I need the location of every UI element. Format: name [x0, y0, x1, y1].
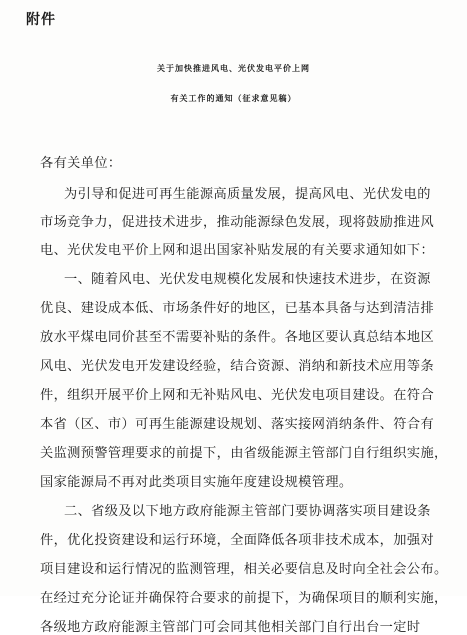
body-line: 市场竞争力，促进技术进步，推动能源绿色发展，现将鼓励推进风 [40, 215, 435, 230]
body-line: 二、省级及以下地方政府能源主管部门要协调落实项目建设条 [64, 504, 431, 519]
document-title-line-2: 有关工作的通知（征求意见稿） [170, 93, 297, 103]
body-line: 风电、光伏发电开发建设经验，结合资源、消纳和新技术应用等条 [40, 359, 435, 374]
body-line: 各级地方政府能源主管部门可会同其他相关部门自行出台一定时 [40, 620, 421, 635]
body-line: 项目建设和运行情况的监测管理，相关必要信息及时向全社会公布。 [40, 562, 448, 577]
body-line: 关监测预警管理要求的前提下，由省级能源主管部门自行组织实施， [40, 446, 448, 461]
body-line: 在经过充分论证并确保符合要求的前提下，为确保项目的顺利实施， [40, 591, 448, 606]
body-line: 放水平煤电同价甚至不需要补贴的条件。各地区要认真总结本地区 [40, 330, 435, 345]
body-line: 件，优化投资建设和运行环境，全面降低各项非技术成本，加强对 [40, 533, 435, 548]
attachment-label: 附件 [26, 12, 56, 28]
document-title-line-1: 关于加快推进风电、光伏发电平价上网 [157, 63, 310, 73]
body-line: 电、光伏发电平价上网和退出国家补贴发展的有关要求通知如下： [40, 243, 435, 258]
body-line: 一、随着风电、光伏发电规模化发展和快速技术进步，在资源 [64, 272, 431, 287]
body-line: 优良、建设成本低、市场条件好的地区，已基本具备与达到清洁排 [40, 301, 435, 316]
salutation: 各有关单位： [40, 156, 122, 171]
body-line: 本省（区、市）可再生能源建设规划、落实接网消纳条件、符合有 [40, 417, 435, 432]
body-line: 为引导和促进可再生能源高质量发展，提高风电、光伏发电的 [64, 187, 431, 202]
body-line: 件，组织开展平价上网和无补贴风电、光伏发电项目建设。在符合 [40, 388, 435, 403]
body-line: 国家能源局不再对此类项目实施年度建设规模管理。 [40, 475, 353, 490]
